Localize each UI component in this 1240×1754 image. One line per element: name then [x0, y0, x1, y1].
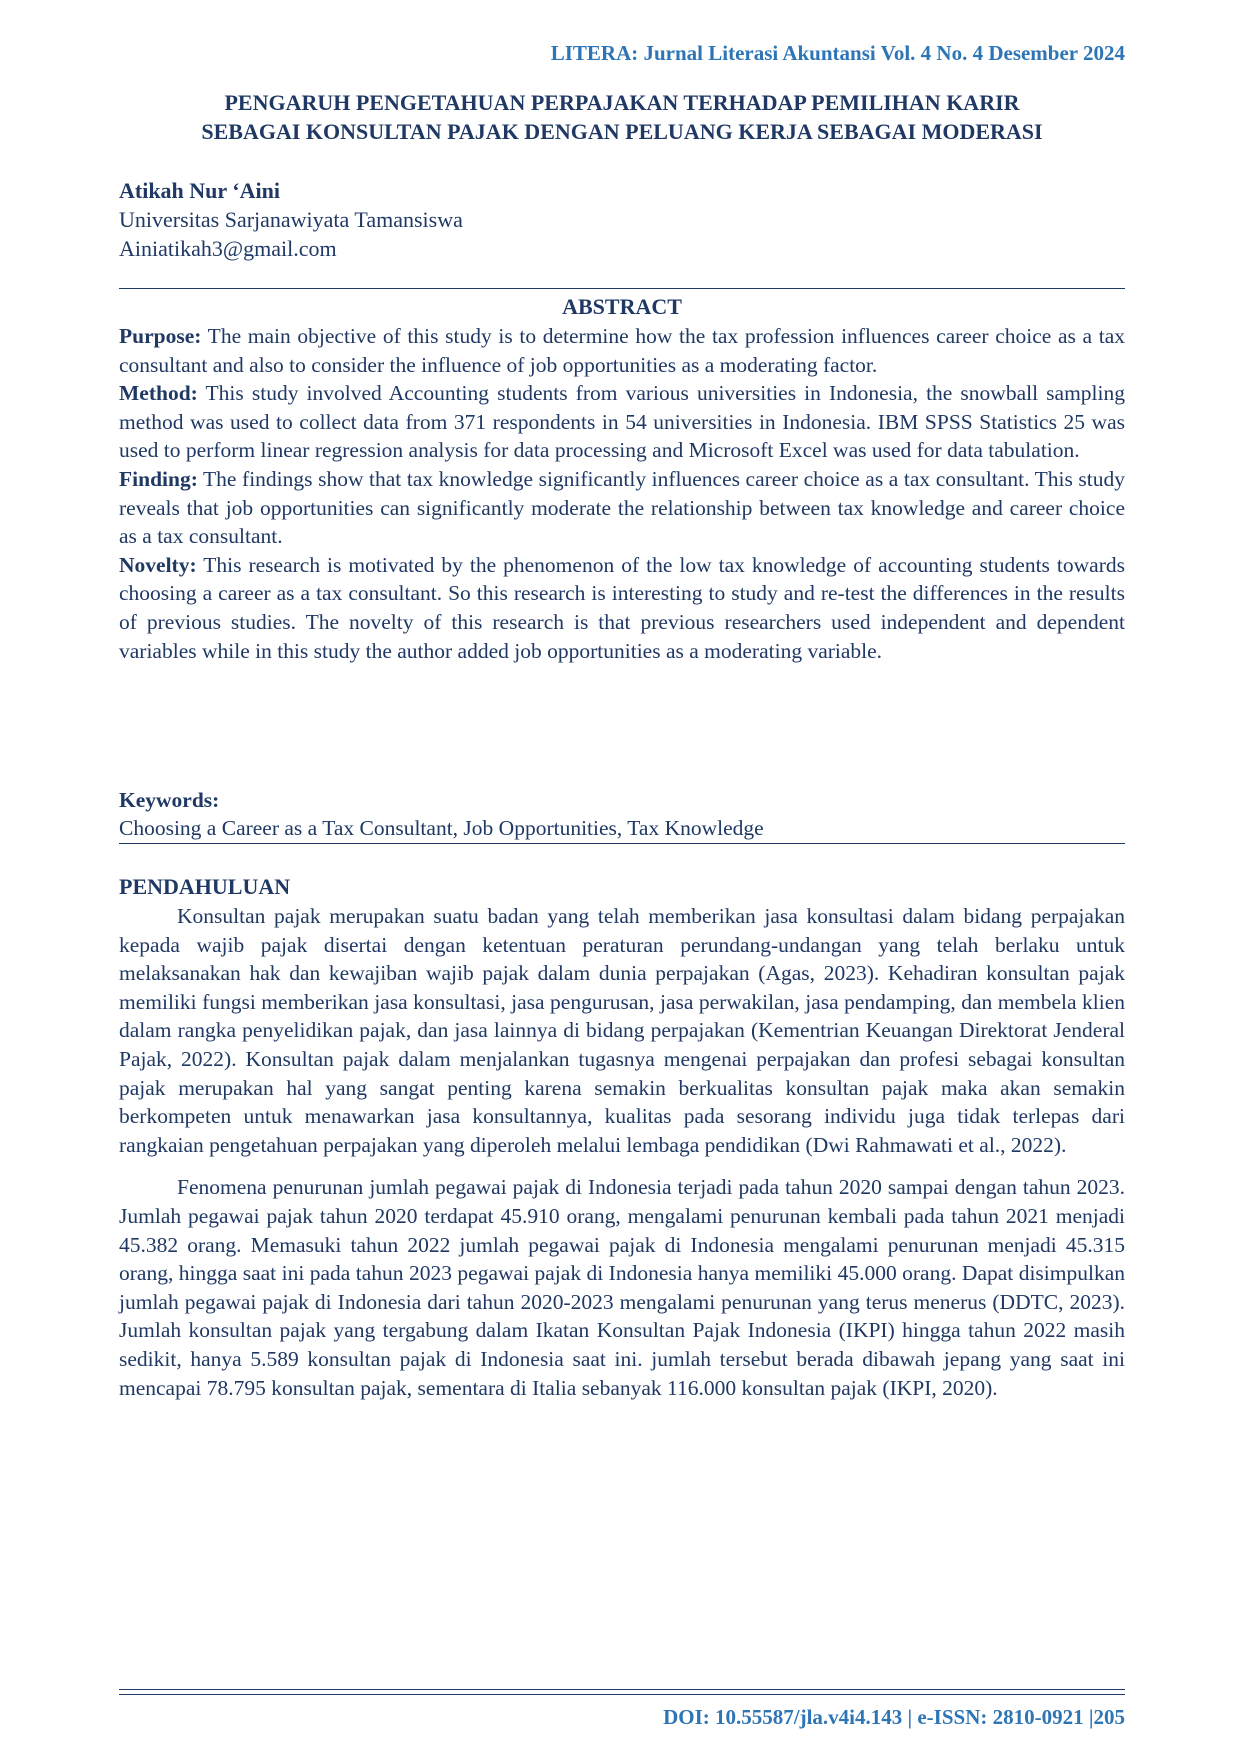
finding-text: The findings show that tax knowledge significantly influences career choice as a tax consultant. This study reveals that job opportunities can significantly moderate the relationship between tax knowledge and career choice as a tax consultant. [119, 466, 1125, 549]
purpose-label: Purpose: [119, 324, 202, 348]
abstract-method [119, 379, 1125, 465]
method-text: This study involved Accounting students from various universities in Indonesia, the snowball sampling method was used to collect data from 371 respondents in 54 universities in Indonesia. IBM SPSS Statistics 25 was used to perform linear regression analysis for data processing and Microsoft Excel was used for data tabulation. [119, 381, 1125, 463]
footer-rule-top [119, 1689, 1125, 1690]
keywords-block [119, 786, 1125, 842]
title-line-2: SEBAGAI KONSULTAN PAJAK DENGAN PELUANG KERJA SEBAGAI MODERASI [201, 119, 1043, 144]
abstract-heading: ABSTRACT [562, 294, 682, 319]
keywords-bottom-rule [119, 843, 1125, 844]
footer-doi: DOI: 10.55587/jla.v4i4.143 | e-ISSN: 2810-0921 |205 [663, 1705, 1125, 1729]
novelty-label: Novelty: [119, 552, 197, 577]
finding-label: Finding: [119, 466, 198, 491]
footer-rule-bottom [119, 1694, 1125, 1695]
abstract-purpose [119, 322, 1125, 379]
novelty-text: This research is motivated by the phenomenon of the low tax knowledge of accounting students towards choosing a career as a tax consultant. So this research is interesting to study and re-test the differences in the results of previous studies. The novelty of this research is that previous researchers used independent and dependent variables while in this study the author added job opportunities as a moderating variable. [119, 552, 1125, 663]
body-paragraph-1: Konsultan pajak merupakan suatu badan yang telah memberikan jasa konsultasi dalam bidang perpajakan kepada wajib pajak disertai dengan ketentuan peraturan perundang-undangan yang telah berlaku untuk melaksanakan hak dan kewajiban wajib pajak dalam dunia perpajakan (Agas, 2023). Kehadiran konsultan pajak memiliki fungsi memberikan jasa konsultasi, jasa pengurusan, jasa perwakilan, jasa pendamping, dan membela klien dalam rangka penyelidikan pajak, dan jasa lainnya di bidang perpajakan (Kementrian Keuangan Direktorat Jenderal Pajak, 2022). Konsultan pajak dalam menjalankan tugasnya mengenai perpajakan dan profesi sebagai konsultan pajak merupakan hal yang sangat penting karena semakin berkualitas konsultan pajak maka akan semakin berkompeten untuk menawarkan jasa konsultannya, kualitas pada sesorang individu juga tidak terlepas dari rangkaian pengetahuan perpajakan yang diperoleh melalui lembaga pendidikan (Dwi Rahmawati et al., 2022). [119, 904, 1125, 1157]
author-block [119, 176, 463, 263]
author-name: Atikah Nur ‘Aini [119, 178, 280, 203]
section-body [119, 902, 1125, 1416]
paper-title [119, 88, 1125, 146]
keywords-label: Keywords: [119, 788, 220, 812]
author-email: Ainiatikah3@gmail.com [119, 236, 337, 261]
abstract-body [119, 322, 1125, 665]
body-paragraph-2: Fenomena penurunan jumlah pegawai pajak di Indonesia terjadi pada tahun 2020 sampai dengan tahun 2023. Jumlah pegawai pajak tahun 2020 terdapat 45.910 orang, mengalami penurunan kembali pada tahun 2021 menjadi 45.382 orang. Memasuki tahun 2022 jumlah pegawai pajak di Indonesia mengalami penurunan menjadi 45.315 orang, hingga saat ini pada tahun 2023 pegawai pajak di Indonesia hanya memiliki 45.000 orang. Dapat disimpulkan jumlah pegawai pajak di Indonesia dari tahun 2020-2023 mengalami penurunan yang terus menerus (DDTC, 2023). Jumlah konsultan pajak yang tergabung dalam Ikatan Konsultan Pajak Indonesia (IKPI) hingga tahun 2022 masih sedikit, hanya 5.589 konsultan pajak di Indonesia saat ini. jumlah tersebut berada dibawah jepang yang saat ini mencapai 78.795 konsultan pajak, sementara di Italia sebanyak 116.000 konsultan pajak (IKPI, 2020). [119, 1175, 1125, 1400]
section-heading: PENDAHULUAN [119, 874, 291, 899]
author-affiliation: Universitas Sarjanawiyata Tamansiswa [119, 207, 463, 232]
journal-header: LITERA: Jurnal Literasi Akuntansi Vol. 4 No. 4 Desember 2024 [550, 41, 1125, 65]
abstract-finding [119, 465, 1125, 551]
abstract-novelty [119, 551, 1125, 665]
abstract-top-rule [119, 288, 1125, 289]
keywords-text: Choosing a Career as a Tax Consultant, Job Opportunities, Tax Knowledge [119, 816, 764, 840]
method-label: Method: [119, 381, 198, 406]
title-line-1: PENGARUH PENGETAHUAN PERPAJAKAN TERHADAP PEMILIHAN KARIR [224, 90, 1020, 115]
purpose-text: The main objective of this study is to determine how the tax profession influences career choice as a tax consultant and also to consider the influence of job opportunities as a moderating factor. [119, 324, 1125, 377]
